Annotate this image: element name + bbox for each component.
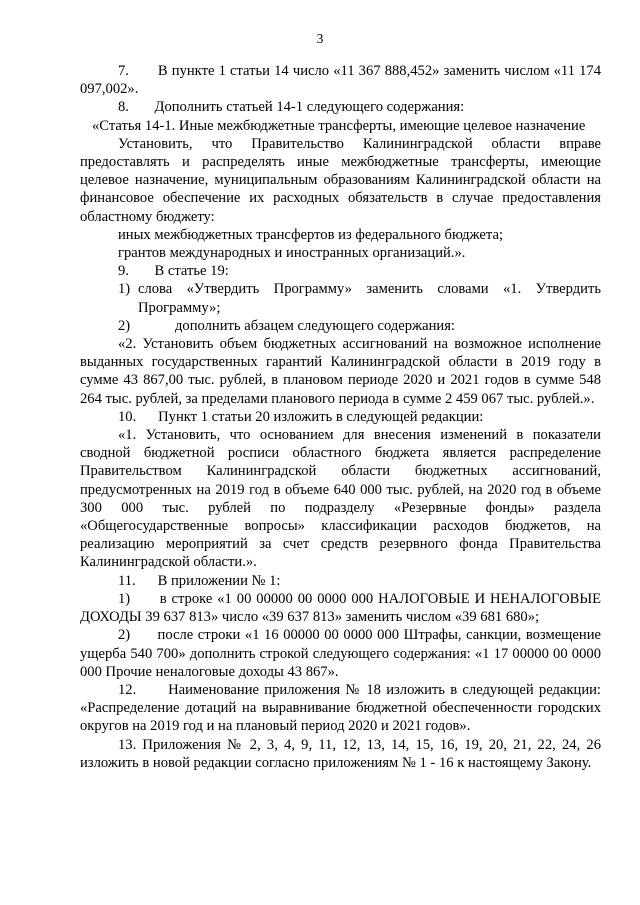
document-body xyxy=(80,62,601,772)
item-9: 9. В статье 19: xyxy=(118,263,229,280)
article-14-1-title: «Статья 14-1. Иные межбюджетные трансферты, имеющие целевое назначение xyxy=(92,117,586,134)
item-9-sub-2-text: дополнить абзацем следующего содержания: xyxy=(175,317,455,334)
item-9-sub-1 xyxy=(80,280,601,316)
item-13: 13. Приложения № 2, 3, 4, 9, 11, 12, 13, 14, 15, 16, 19, 20, 21, 22, 24, 26 изложить в новой редакции согласно приложениям № 1 - 16 к настоящему Закону. xyxy=(80,736,601,771)
item-11: 11. В приложении № 1: xyxy=(118,572,281,589)
item-10: 10. Пункт 1 статьи 20 изложить в следующей редакции: xyxy=(118,408,484,425)
item-7: 7. В пункте 1 статьи 14 число «11 367 888,452» заменить числом «11 174 097,002». xyxy=(80,63,601,98)
item-9-sub-2-number: 2) xyxy=(118,317,131,334)
item-8: 8. Дополнить статьей 14-1 следующего содержания: xyxy=(118,99,465,116)
item-9-quote: «2. Установить объем бюджетных ассигнований на возможное исполнение выданных государственных гарантий Калининградской области в 2019 году в сумме 43 867,00 тыс. рублей, в плановом периоде 2020 и 2021 годов в сумме 548 264 тыс. рублей, за пределами планового периода в сумме 2 459 067 тыс. рублей.». xyxy=(80,336,601,407)
item-9-sub-1-number: 1) xyxy=(118,281,131,298)
item-9-sub-2 xyxy=(80,317,601,335)
item-10-quote: «1. Установить, что основанием для внесения изменений в показатели сводной бюджетной росписи областного бюджета является распределение Правительством Калининградской области бюджетных ассигнований, предусмотренных на 2019 год в объеме 640 000 тыс. рублей, на 2020 год в объеме 300 000 тыс. рублей по подразделу «Резервные фонды» раздела «Общегосударственные вопросы» классификации расходов бюджетов, на реализацию мероприятий за счет средств резервного фонда Правительства Калининградской области.». xyxy=(80,427,601,571)
article-14-1-body: Установить, что Правительство Калининградской области вправе предоставлять и распределять иные межбюджетные трансферты, имеющие целевое назначение, муниципальным образованиям Калининградской области на финансовое обеспечение их расходных обязательств в случае предоставления областному бюджету: xyxy=(80,135,601,225)
page-number: 3 xyxy=(316,31,324,46)
item-9-sub-1-text: слова «Утвердить Программу» заменить словами «1. Утвердить Программу»; xyxy=(138,281,601,316)
article-14-1-item-1: иных межбюджетных трансфертов из федерального бюджета; xyxy=(118,226,503,243)
item-12: 12. Наименование приложения № 18 изложить в следующей редакции: «Распределение дотаций на выравнивание бюджетной обеспеченности городских округов на 2019 год и на плановый период 2020 и 2021 годов». xyxy=(80,681,601,735)
item-11-sub-2: 2) после строки «1 16 00000 00 0000 000 Штрафы, санкции, возмещение ущерба 540 700» дополнить строкой следующего содержания: «1 17 00000 00 0000 000 Прочие неналоговые доходы 43 867». xyxy=(80,627,601,680)
item-11-sub-1: 1) в строке «1 00 00000 00 0000 000 НАЛОГОВЫЕ И НЕНАЛОГОВЫЕ ДОХОДЫ 39 637 813» число «39 637 813» заменить числом «39 681 680»; xyxy=(80,590,601,626)
article-14-1-item-2: грантов международных и иностранных организаций.». xyxy=(118,245,466,262)
